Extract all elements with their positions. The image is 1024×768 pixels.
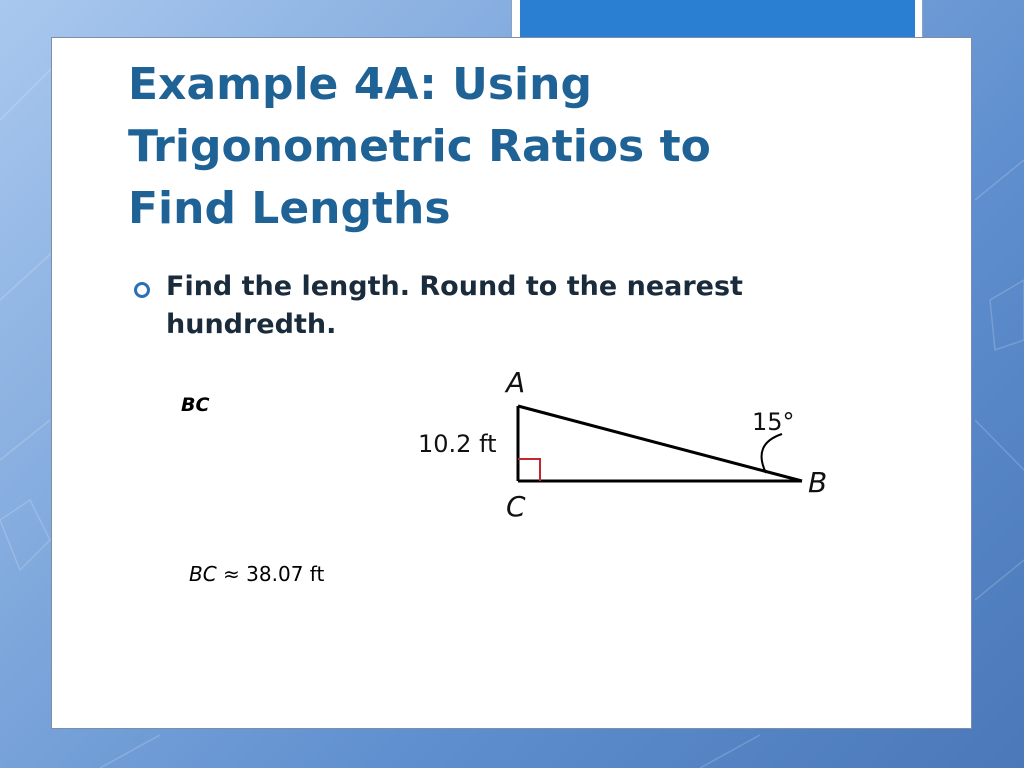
answer-variable: BC xyxy=(189,562,217,586)
right-triangle-diagram xyxy=(400,360,850,530)
vertex-c-label: C xyxy=(506,490,526,523)
slide-title: Example 4A: Using Trigonometric Ratios to Find Lengths xyxy=(128,59,711,234)
bullet-circle-icon xyxy=(134,282,150,298)
side-ac-length-label: 10.2 ft xyxy=(418,430,497,458)
answer-value: 38.07 ft xyxy=(246,562,325,586)
vertex-b-label: B xyxy=(808,466,828,499)
angle-b-label: 15° xyxy=(752,408,795,436)
bullet-text: Find the length. Round to the nearest hundredth. xyxy=(166,271,743,340)
unknown-side-label: BC xyxy=(181,394,210,416)
right-angle-marker xyxy=(518,459,540,481)
answer-line xyxy=(189,562,324,586)
approx-symbol: ≈ xyxy=(223,562,240,586)
angle-b-arc xyxy=(762,434,782,473)
vertex-a-label: A xyxy=(506,366,526,399)
